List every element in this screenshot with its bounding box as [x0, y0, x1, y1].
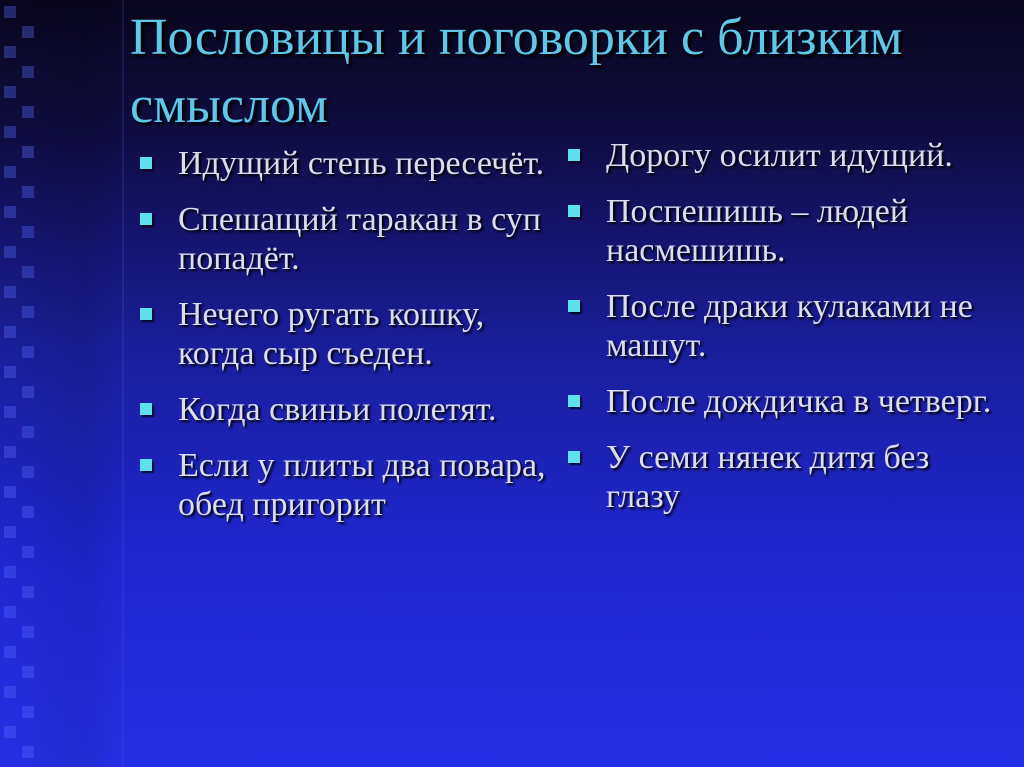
- list-item: [568, 382, 1008, 421]
- decorative-square: [22, 426, 34, 438]
- list-item: [568, 136, 1008, 175]
- list-item: [140, 446, 560, 524]
- square-bullet-icon: [140, 459, 152, 471]
- square-bullet-icon: [568, 451, 580, 463]
- decorative-square: [4, 326, 16, 338]
- list-item-text: Когда свиньи полетят.: [178, 391, 497, 428]
- list-item: [140, 390, 560, 429]
- decorative-square: [4, 566, 16, 578]
- square-bullet-icon: [140, 213, 152, 225]
- decorative-square: [4, 286, 16, 298]
- list-item-text: После дождичка в четверг.: [606, 383, 992, 420]
- square-bullet-icon: [140, 157, 152, 169]
- list-item-text: Спешащий таракан в суп попадёт.: [178, 201, 541, 277]
- list-item: [140, 295, 560, 373]
- decorative-square: [22, 346, 34, 358]
- list-item: [140, 200, 560, 278]
- decorative-square: [4, 646, 16, 658]
- decorative-square: [4, 526, 16, 538]
- square-bullet-icon: [568, 149, 580, 161]
- list-item-text: Идущий степь пересечёт.: [178, 145, 545, 182]
- decorative-square: [22, 666, 34, 678]
- decorative-square: [22, 466, 34, 478]
- decorative-square: [22, 386, 34, 398]
- list-item: [140, 144, 560, 183]
- list-item-text: После драки кулаками не машут.: [606, 288, 973, 364]
- decorative-square: [4, 446, 16, 458]
- decorative-square: [4, 606, 16, 618]
- decorative-square: [22, 746, 34, 758]
- decorative-vertical-line: [122, 0, 124, 767]
- decorative-square: [22, 106, 34, 118]
- list-item: [568, 287, 1008, 365]
- list-item: [568, 192, 1008, 270]
- list-item-text: Нечего ругать кошку, когда сыр съеден.: [178, 296, 485, 372]
- decorative-square: [4, 206, 16, 218]
- list-item-text: Дорогу осилит идущий.: [606, 137, 953, 174]
- decorative-square: [22, 26, 34, 38]
- decorative-square: [4, 86, 16, 98]
- decorative-square: [4, 686, 16, 698]
- slide-title: Пословицы и поговорки с близким смыслом: [130, 9, 903, 134]
- decorative-square: [22, 706, 34, 718]
- decorative-square: [22, 306, 34, 318]
- decorative-square: [4, 126, 16, 138]
- decorative-square: [4, 726, 16, 738]
- decorative-square: [4, 166, 16, 178]
- right-proverbs-list: [568, 136, 1008, 533]
- decorative-squares-column: [0, 0, 40, 767]
- decorative-square: [4, 6, 16, 18]
- decorative-square: [4, 46, 16, 58]
- list-item: [568, 438, 1008, 516]
- left-proverbs-list: [140, 144, 560, 541]
- list-item-text: Если у плиты два повара, обед пригорит: [178, 447, 546, 523]
- decorative-square: [22, 506, 34, 518]
- decorative-square: [22, 626, 34, 638]
- decorative-square: [4, 486, 16, 498]
- square-bullet-icon: [568, 395, 580, 407]
- decorative-square: [22, 66, 34, 78]
- list-item-text: Поспешишь – людей насмешишь.: [606, 193, 909, 269]
- list-item-text: У семи нянек дитя без глазу: [606, 439, 930, 515]
- decorative-square: [22, 226, 34, 238]
- decorative-square: [22, 586, 34, 598]
- square-bullet-icon: [568, 300, 580, 312]
- decorative-square: [22, 266, 34, 278]
- square-bullet-icon: [568, 205, 580, 217]
- decorative-square: [22, 546, 34, 558]
- decorative-square: [22, 146, 34, 158]
- square-bullet-icon: [140, 403, 152, 415]
- decorative-square: [4, 366, 16, 378]
- decorative-square: [4, 246, 16, 258]
- decorative-square: [22, 186, 34, 198]
- square-bullet-icon: [140, 308, 152, 320]
- decorative-square: [4, 406, 16, 418]
